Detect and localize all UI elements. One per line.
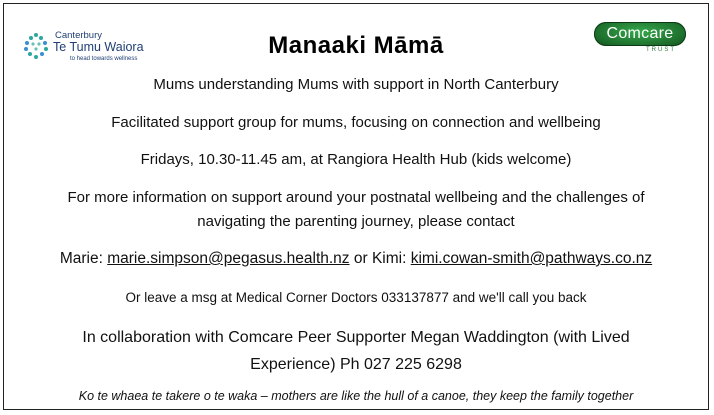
info-line-1: For more information on support around your postnatal wellbeing and the challenges of <box>67 189 645 206</box>
collaboration-text <box>4 324 708 378</box>
contacts-line <box>4 250 708 268</box>
marie-email-link[interactable]: marie.simpson@pegasus.health.nz <box>107 250 350 267</box>
collaboration-line-1: In collaboration with Comcare Peer Supporter Megan Waddington (with Lived <box>82 329 630 346</box>
message-line: Or leave a msg at Medical Corner Doctors 033137877 and we'll call you back <box>125 290 587 305</box>
kimi-label: or Kimi: <box>349 250 411 267</box>
logo-name: Te Tumu Waiora <box>53 40 144 54</box>
marie-label: Marie: <box>59 250 108 267</box>
comcare-logo-word: Comcare <box>606 25 674 42</box>
page-title: Manaaki Māmā <box>268 32 444 59</box>
logo-tagline: to head towards wellness <box>70 56 138 62</box>
description: Facilitated support group for mums, focusing on connection and wellbeing <box>111 114 601 131</box>
comcare-logo-trust: TRUST <box>646 47 676 53</box>
flyer <box>3 3 709 410</box>
logo-region: Canterbury <box>55 30 102 41</box>
collaboration-line-2: Experience) Ph 027 225 6298 <box>250 356 462 373</box>
comcare-logo <box>592 22 688 56</box>
schedule: Fridays, 10.30-11.45 am, at Rangiora Health Hub (kids welcome) <box>140 151 572 168</box>
subtitle: Mums understanding Mums with support in North Canterbury <box>153 76 559 93</box>
info-line-2: navigating the parenting journey, please contact <box>197 213 515 230</box>
kimi-email-link[interactable]: kimi.cowan-smith@pathways.co.nz <box>410 250 653 267</box>
info-text <box>4 186 708 234</box>
proverb: Ko te whaea te takere o te waka – mothers are like the hull of a canoe, they keep the family together <box>78 389 634 403</box>
